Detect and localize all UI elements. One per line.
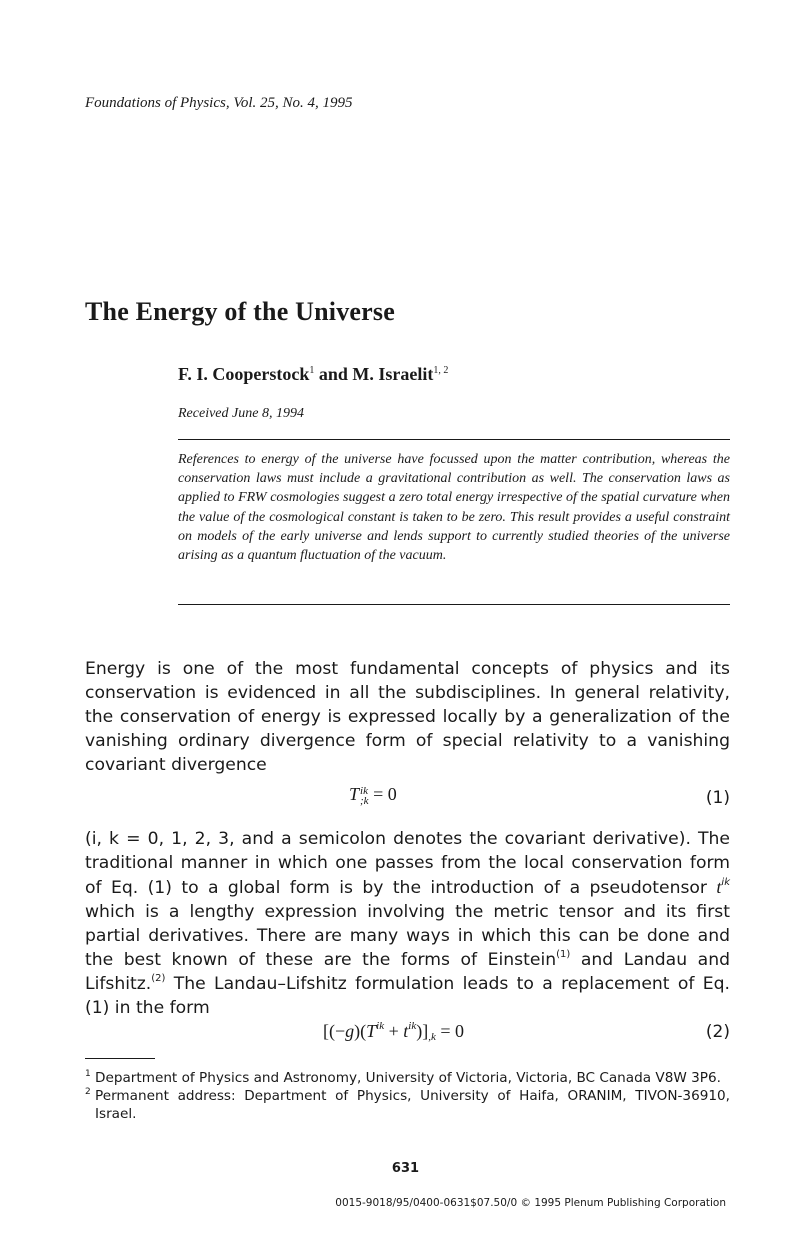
journal-header: Foundations of Physics, Vol. 25, No. 4, 1995	[85, 95, 353, 111]
reference-1: (1)	[556, 949, 571, 960]
footnote-1-text: Department of Physics and Astronomy, University of Victoria, Victoria, BC Canada V8W 3P6.	[95, 1070, 721, 1086]
body-paragraph-2	[85, 827, 730, 1020]
pseudotensor-indices: ik	[721, 877, 730, 888]
footnote-1	[85, 1069, 730, 1087]
equation-1: T ik ;k = 0	[349, 784, 397, 807]
article-title: The Energy of the Universe	[85, 297, 395, 326]
pseudotensor-symbol: t	[716, 877, 722, 897]
para2-text-c: and Landau and Lifshitz.	[85, 950, 730, 994]
footnote-2-text: Permanent address: Department of Physics, University of Haifa, ORANIM, TIVON-36910, Israel.	[95, 1088, 730, 1122]
para2-text-b: which is a lengthy expression involving the metric tensor and its first partial derivatives. There are many ways in which this can be done and the best known of these are the forms of Einstein	[85, 902, 730, 970]
author-line	[178, 364, 448, 385]
author-1: F. I. Cooperstock	[178, 364, 310, 384]
para2-text-d: The Landau–Lifshitz formulation leads to a replacement of Eq. (1) in the form	[85, 974, 730, 1018]
author-1-affiliation: 1	[309, 365, 315, 376]
body-paragraph-1: Energy is one of the most fundamental concepts of physics and its conservation is evidenced in all the subdisciplines. In general relativity, the conservation of energy is expressed locally by a generalization of the vanishing ordinary divergence form of special relativity to a vanishing covariant divergence	[85, 659, 730, 775]
footnote-2-mark: 2	[85, 1087, 91, 1097]
abstract-bottom-rule	[178, 604, 730, 605]
page-number: 631	[391, 1161, 420, 1176]
author-and: and	[314, 364, 353, 384]
para2-text-a: (i, k = 0, 1, 2, 3, and a semicolon denotes the covariant derivative). The traditional manner in which one passes from the local conservation form of Eq. (1) to a global form is by the introduction of a pseudotensor	[85, 829, 730, 898]
author-2: M. Israelit	[352, 364, 434, 384]
equation-2: $[(-g)(T^{ik} + t^{ik})]_{,k} = 0$	[323, 1020, 465, 1043]
abstract-top-rule	[178, 439, 730, 440]
copyright-line: 0015-9018/95/0400-0631$07.50/0 © 1995 Plenum Publishing Corporation	[335, 1197, 726, 1209]
received-date: Received June 8, 1994	[178, 406, 304, 421]
footnote-rule	[85, 1058, 155, 1059]
footnote-2	[85, 1087, 730, 1123]
footnotes	[85, 1069, 730, 1123]
footnote-1-mark: 1	[85, 1069, 91, 1079]
author-2-affiliation: 1, 2	[433, 365, 449, 376]
reference-2: (2)	[151, 973, 166, 984]
abstract-text: References to energy of the universe have focussed upon the matter contribution, whereas the conservation laws must include a gravitational contribution as well. The conservation laws as applied to FRW cosmologies suggest a zero total energy irrespective of the spatial curvature when the value of the cosmological constant is taken to be zero. This result provides a useful constraint on models of the early universe and lends support to currently studied theories of the universe arising as a quantum fluctuation of the vacuum.	[178, 452, 730, 564]
equation-2-number: (2)	[705, 1022, 730, 1042]
equation-1-number: (1)	[705, 788, 730, 808]
